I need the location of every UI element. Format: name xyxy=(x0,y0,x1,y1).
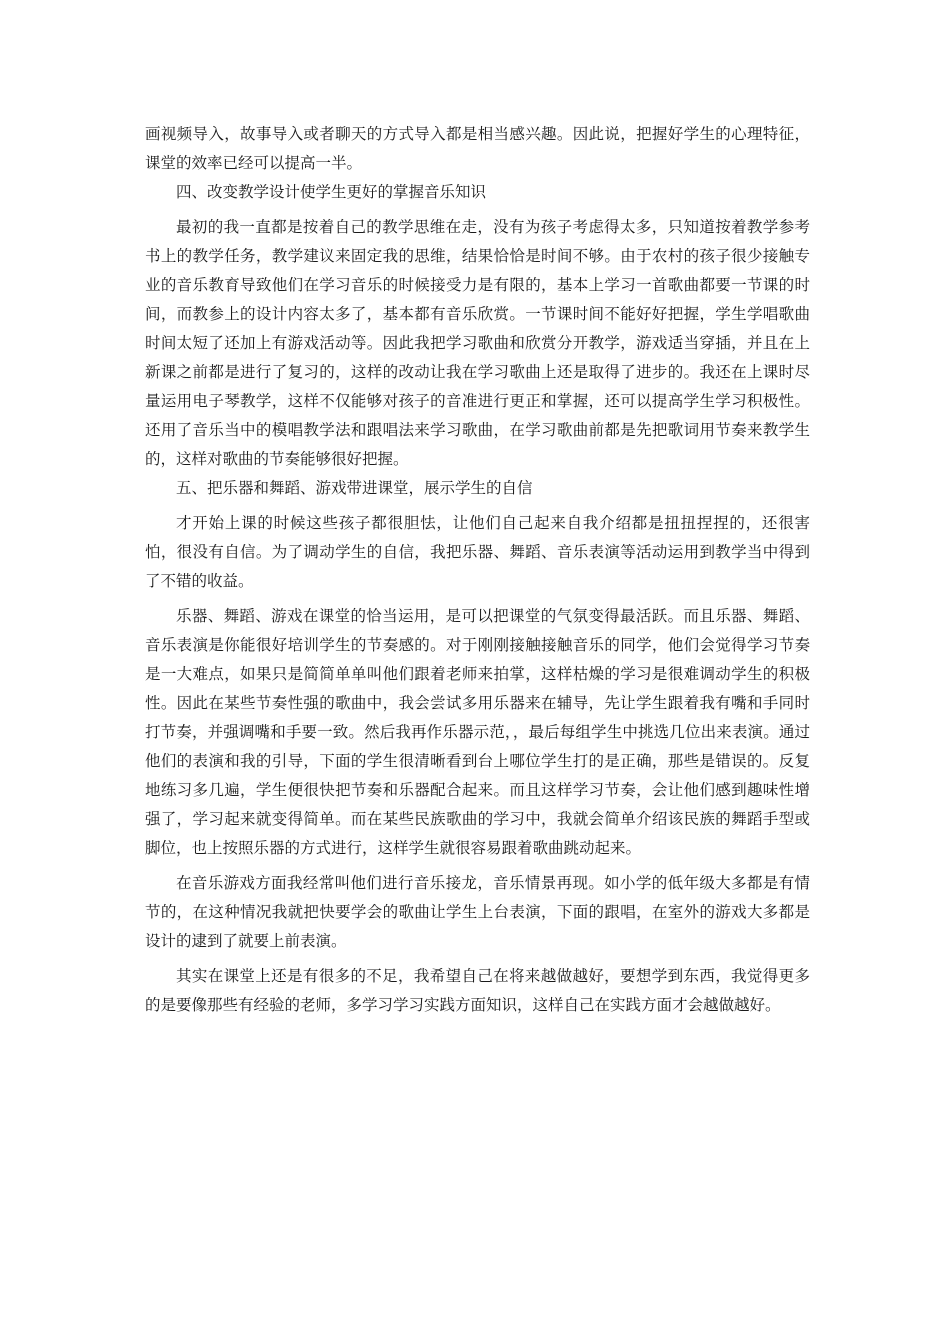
section-heading-5: 五、把乐器和舞蹈、游戏带进课堂，展示学生的自信 xyxy=(176,479,533,497)
paragraph-conclusion: 其实在课堂上还是有很多的不足，我希望自己在将来越做越好，要想学到东西，我觉得更多的是要像那些有经验的老师，多学习学习实践方面知识，这样自己在实践方面才会越做越好。 xyxy=(145,967,810,1014)
paragraph-teaching-design: 最初的我一直都是按着自己的教学思维在走，没有为孩子考虑得太多，只知道按着教学参考书上的教学任务，教学建议来固定我的思维，结果恰恰是时间不够。由于农村的孩子很少接触专业的音乐教育导致他们在学习音乐的时候接受力是有限的，基本上学习一首歌曲都要一节课的时间，而教参上的设计内容太多了，基本都有音乐欣赏。一节课时间不能好好把握，学生学唱歌曲时间太短了还加上有游戏活动等。因此我把学习歌曲和欣赏分开教学，游戏适当穿插，并且在上新课之前都是进行了复习的，这样的改动让我在学习歌曲上还是取得了进步的。我还在上课时尽量运用电子琴教学，这样不仅能够对孩子的音准进行更正和掌握，还可以提高学生学习积极性。还用了音乐当中的模唱教学法和跟唱法来学习歌曲，在学习歌曲前都是先把歌词用节奏来教学生的，这样对歌曲的节奏能够很好把握。 xyxy=(145,218,810,468)
paragraph-instruments-dance: 乐器、舞蹈、游戏在课堂的恰当运用，是可以把课堂的气氛变得最活跃。而且乐器、舞蹈、音乐表演是你能很好培训学生的节奏感的。对于刚刚接触接触音乐的同学，他们会觉得学习节奏是一大难点，如果只是简简单单叫他们跟着老师来拍掌，这样枯燥的学习是很难调动学生的积极性。因此在某些节奏性强的歌曲中，我会尝试多用乐器来在辅导，先让学生跟着我有嘴和手同时打节奏，并强调嘴和手要一致。然后我再作乐器示范，，最后每组学生中挑选几位出来表演。通过他们的表演和我的引导，下面的学生很清晰看到台上哪位学生打的是正确，那些是错误的。反复地练习多几遍，学生便很快把节奏和乐器配合起来。而且这样学习节奏，会让他们感到趣味性增强了，学习起来就变得简单。而在某些民族歌曲的学习中，我就会简单介绍该民族的舞蹈手型或脚位，也上按照乐器的方式进行，这样学生就很容易跟着歌曲跳动起来。 xyxy=(145,607,810,857)
paragraph-shy-students: 才开始上课的时候这些孩子都很胆怯，让他们自己起来自我介绍都是扭扭捏捏的，还很害怕，很没有自信。为了调动学生的自信，我把乐器、舞蹈、音乐表演等活动运用到教学当中得到了不错的收益。 xyxy=(145,514,810,590)
paragraph-continuation: 画视频导入，故事导入或者聊天的方式导入都是相当感兴趣。因此说，把握好学生的心理特征，课堂的效率已经可以提高一半。 xyxy=(145,125,810,172)
document-body xyxy=(145,120,810,1020)
paragraph-music-games: 在音乐游戏方面我经常叫他们进行音乐接龙，音乐情景再现。如小学的低年级大多都是有情节的，在这种情况我就把快要学会的歌曲让学生上台表演，下面的跟唱，在室外的游戏大多都是设计的逮到了就要上前表演。 xyxy=(145,874,810,950)
section-heading-4: 四、改变教学设计使学生更好的掌握音乐知识 xyxy=(176,183,487,201)
